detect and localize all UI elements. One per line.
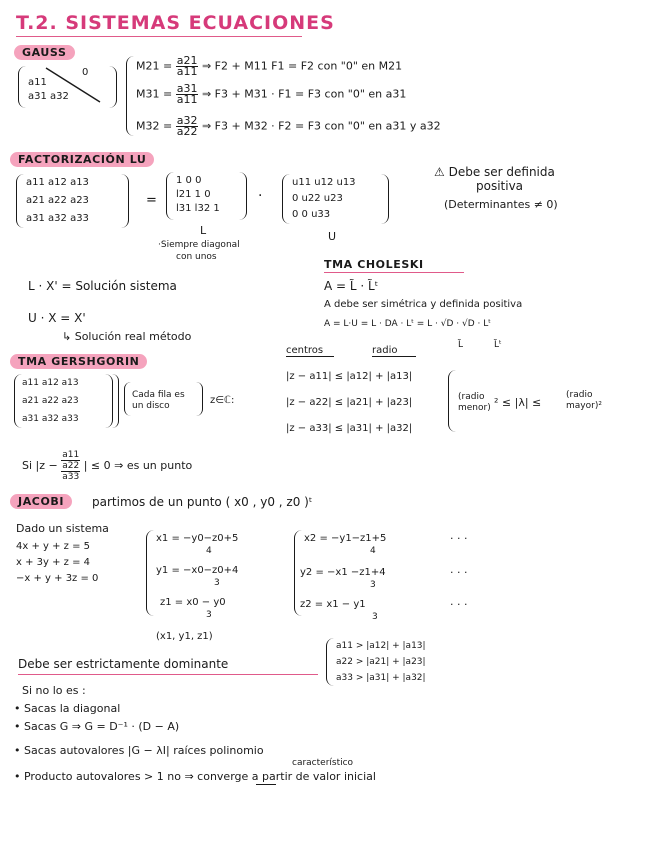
jacobi-y2-den: 3	[370, 580, 376, 590]
lu-equals: =	[146, 193, 157, 208]
jacobi-bullet-g: • Sacas G ⇒ G = D⁻¹ · (D − A)	[14, 720, 180, 733]
jacobi-start-point: partimos de un punto ( x0 , y0 , z0 )ᵗ	[92, 495, 313, 509]
jacobi-z1: z1 = x0 − y0	[160, 597, 226, 608]
gauss-matrix-row2: a31 a32	[28, 91, 69, 102]
cholesky-formula: A = L̃ · L̃ᵗ	[324, 279, 379, 293]
jacobi-dominance-underline	[18, 674, 318, 675]
jacobi-cond1: a11 > |a12| + |a13|	[336, 641, 426, 651]
jacobi-cond2: a22 > |a21| + |a23|	[336, 657, 426, 667]
lu-a-row2: a21 a22 a23	[26, 195, 89, 206]
lu-u-name: U	[328, 230, 337, 243]
lu-ux-equation: U · X = X'	[28, 311, 86, 325]
lu-note-unos: con unos	[176, 252, 217, 262]
lu-a-left-bracket	[16, 174, 25, 228]
gersh-bound-brace	[448, 370, 457, 432]
page-title: T.2. SISTEMAS ECUACIONES	[16, 12, 335, 34]
gersh-bound-left1: (radio	[458, 392, 485, 402]
gersh-matrix-outer-brace	[112, 374, 119, 428]
jacobi-y1: y1 = −x0−z0+4	[156, 565, 239, 576]
jacobi-x2: x2 = −y1−z1+5	[304, 533, 387, 544]
gersh-centros-underline	[286, 356, 334, 357]
lu-l-row1: 1 0 0	[176, 175, 202, 186]
jacobi-dado: Dado un sistema	[16, 522, 109, 535]
cholesky-condition: A debe ser simétrica y definida positiva	[324, 299, 523, 310]
gershgorin-heading: TMA GERSHGORIN	[10, 354, 147, 369]
lu-u-row2: 0 u22 u23	[292, 193, 343, 204]
gersh-desc-line2: un disco	[132, 401, 170, 411]
lu-a-row1: a11 a12 a13	[26, 177, 89, 188]
jacobi-bullet-diagonal: • Sacas la diagonal	[14, 702, 121, 715]
lu-l-row2: l21 1 0	[176, 189, 211, 200]
jacobi-bullet-eigen-cont: característico	[292, 758, 354, 768]
lu-u-right-bracket	[380, 174, 389, 224]
jacobi-z2: z2 = x1 − y1	[300, 599, 366, 610]
jacobi-z2-den: 3	[372, 612, 378, 622]
lu-note-diagonal: ·Siempre diagonal	[158, 240, 240, 250]
jacobi-bullet-eigen: • Sacas autovalores |G − λI| raíces polinomio	[14, 744, 264, 757]
gersh-bound-left2: menor)	[458, 403, 491, 413]
jacobi-sys2: x + 3y + z = 4	[16, 557, 91, 568]
jacobi-dots-2: · · ·	[450, 566, 468, 579]
lu-l-right-bracket	[238, 172, 247, 220]
jacobi-dots-1: · · ·	[450, 532, 468, 545]
cholesky-ltilde: L̃	[458, 340, 464, 350]
gauss-matrix-right-bracket	[108, 66, 117, 108]
jacobi-if-not: Si no lo es :	[22, 684, 86, 697]
lu-u-row3: 0 0 u33	[292, 209, 331, 220]
lu-l-left-bracket	[166, 172, 175, 220]
cholesky-heading: TMA CHOLESKI	[324, 258, 424, 271]
gersh-disc2: |z − a22| ≤ |a21| + |a23|	[286, 397, 413, 408]
jacobi-cond-brace	[326, 638, 335, 686]
jacobi-y1-den: 3	[214, 578, 220, 588]
gersh-radio-label: radio	[372, 345, 398, 356]
lu-l-name: L	[200, 224, 207, 237]
title-underline	[16, 36, 302, 37]
gersh-bound-right2: mayor)²	[566, 401, 602, 411]
jacobi-dominance: Debe ser estrictamente dominante	[18, 657, 229, 671]
cholesky-underline	[324, 272, 464, 273]
lu-warning-line3: (Determinantes ≠ 0)	[444, 198, 558, 211]
gersh-point-condition: Si |z − a11 a22 a33 | ≤ 0 ⇒ es un punto	[22, 450, 193, 482]
lu-l-row3: l31 l32 1	[176, 203, 220, 214]
gauss-heading: GAUSS	[14, 45, 75, 60]
jacobi-no-underline	[256, 784, 276, 785]
jacobi-dots-3: · · ·	[450, 598, 468, 611]
gersh-radio-underline	[372, 356, 416, 357]
cholesky-ltilde-t: L̃ᵗ	[494, 340, 502, 350]
gersh-desc-line1: Cada fila es	[132, 390, 185, 400]
gersh-matrix-row1: a11 a12 a13	[22, 378, 79, 388]
jacobi-x2-den: 4	[370, 546, 376, 556]
gauss-step2: M31 = $\frac{a31}{a11}$ ⇒ F3 + M31 · F1 = F3 con "0" en a31	[136, 82, 407, 106]
jacobi-x1-den: 4	[206, 546, 212, 556]
gersh-centros-label: centros	[286, 345, 324, 356]
lu-warning-line2: positiva	[476, 179, 524, 193]
jacobi-tuple: (x1, y1, z1)	[156, 631, 213, 642]
gersh-bound-right1: (radio	[566, 390, 593, 400]
jacobi-iter1-brace	[146, 530, 155, 616]
lu-lx-equation: L · X' = Solución sistema	[28, 279, 177, 293]
jacobi-cond3: a33 > |a31| + |a32|	[336, 673, 426, 683]
gersh-zc: z∈ℂ:	[210, 395, 235, 406]
gauss-matrix-zero: 0	[82, 67, 89, 78]
lu-heading: FACTORIZACIÓN LU	[10, 152, 154, 167]
gauss-matrix-left-bracket	[18, 66, 27, 108]
jacobi-x1: x1 = −y0−z0+5	[156, 533, 239, 544]
gersh-disc3: |z − a33| ≤ |a31| + |a32|	[286, 423, 413, 434]
lu-ux-note: ↳ Solución real método	[62, 330, 192, 343]
gauss-matrix-row1: a11	[28, 77, 47, 88]
lu-u-row1: u11 u12 u13	[292, 177, 356, 188]
gauss-step1: M21 = $\frac{a21}{a11}$ ⇒ F2 + M11 F1 = F2 con "0" en M21	[136, 54, 403, 78]
cholesky-expansion: A = L·U = L · DA · Lᵗ = L · √D · √D · Lᵗ	[324, 319, 491, 329]
lu-warning-line1: ⚠ Debe ser definida	[434, 165, 555, 179]
gersh-bound-middle: ² ≤ |λ| ≤	[494, 396, 542, 409]
jacobi-y2: y2 = −x1 −z1+4	[300, 567, 386, 578]
gersh-desc-right-brace	[196, 382, 203, 416]
jacobi-heading: JACOBI	[10, 494, 72, 509]
lu-dot: ·	[258, 188, 263, 204]
jacobi-z1-den: 3	[206, 610, 212, 620]
jacobi-sys1: 4x + y + z = 5	[16, 541, 91, 552]
jacobi-sys3: −x + y + 3z = 0	[16, 573, 99, 584]
gauss-diagonal-line	[44, 66, 104, 106]
gersh-matrix-row3: a31 a32 a33	[22, 414, 79, 424]
lu-a-right-bracket	[120, 174, 129, 228]
gauss-step3: M32 = $\frac{a32}{a22}$ ⇒ F3 + M32 · F2 = F3 con "0" en a31 y a32	[136, 114, 441, 138]
jacobi-bullet-product: • Producto autovalores > 1 no ⇒ converge a partir de valor inicial	[14, 770, 376, 783]
gersh-desc-left-brace	[124, 382, 131, 416]
lu-a-row3: a31 a32 a33	[26, 213, 89, 224]
gersh-disc1: |z − a11| ≤ |a12| + |a13|	[286, 371, 413, 382]
gersh-matrix-row2: a21 a22 a23	[22, 396, 79, 406]
lu-u-left-bracket	[282, 174, 291, 224]
